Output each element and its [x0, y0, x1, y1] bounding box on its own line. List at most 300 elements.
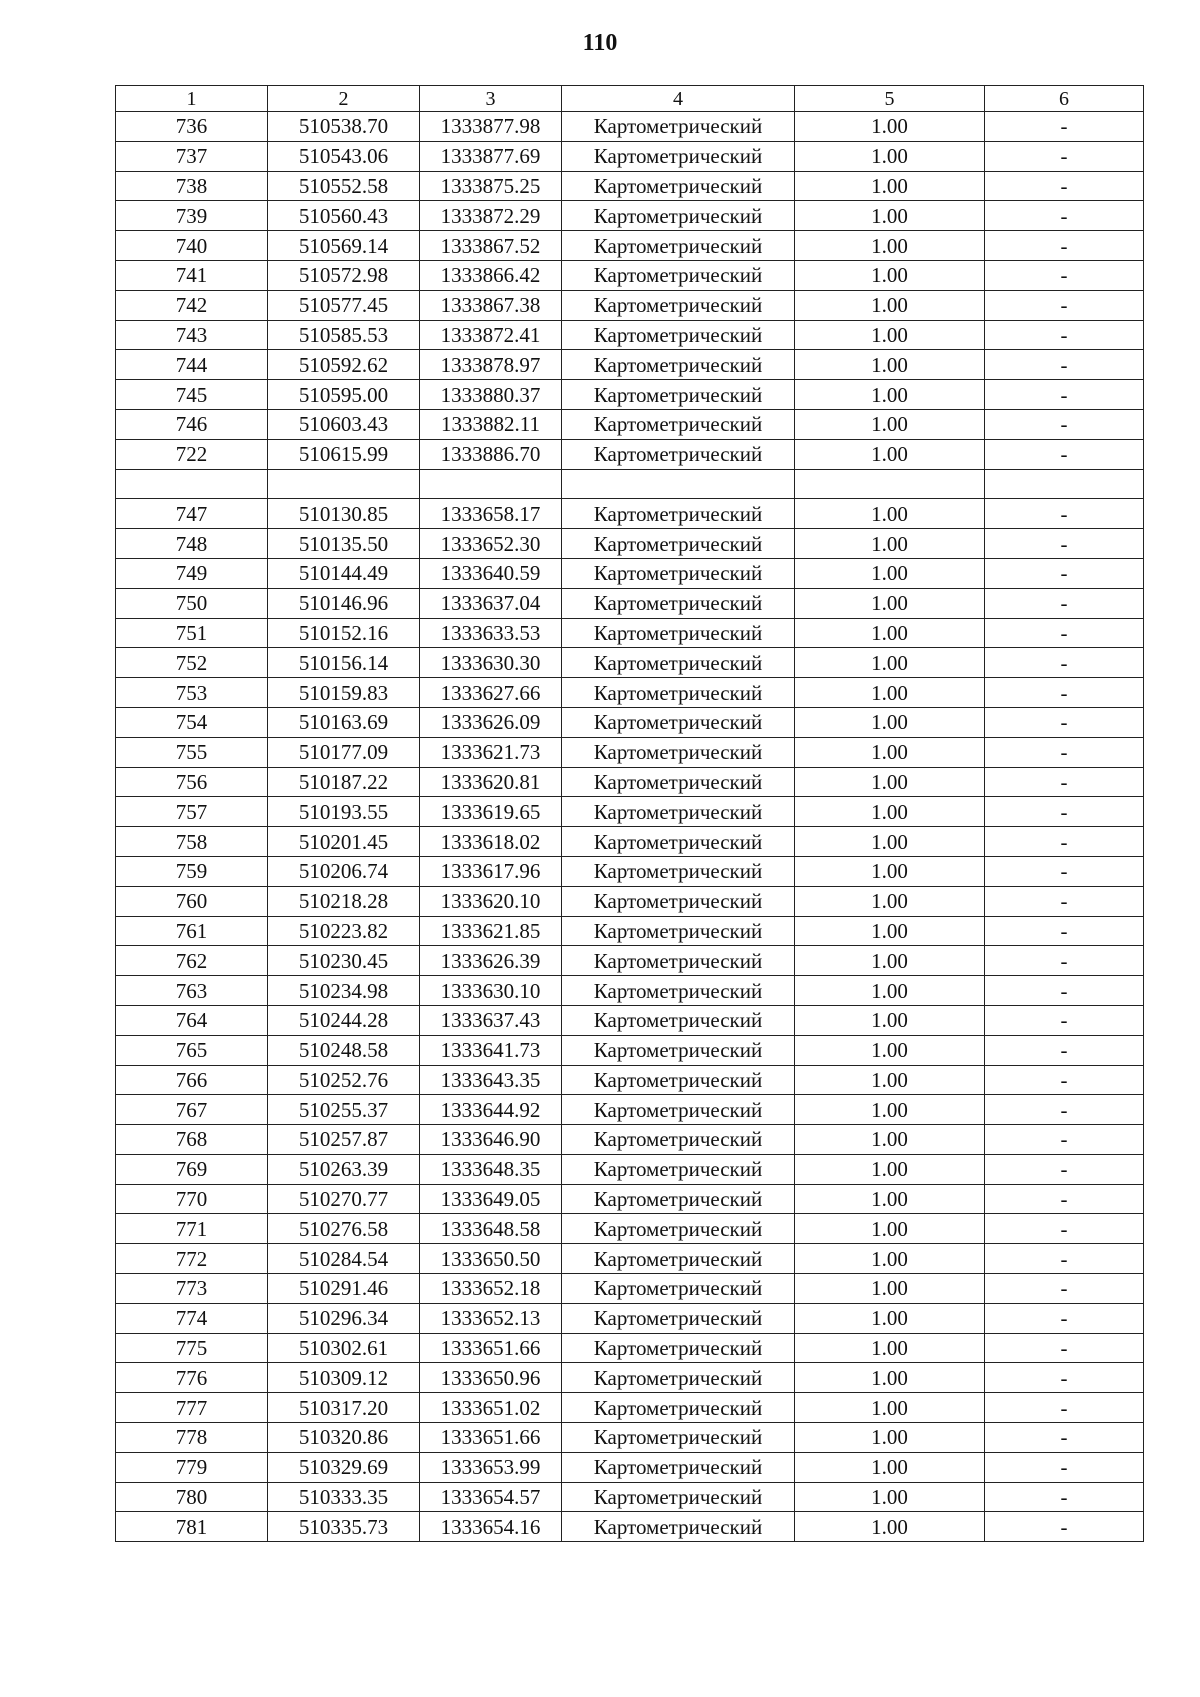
cell-accuracy: 1.00 [795, 737, 985, 767]
table-body [116, 86, 1144, 1542]
cell-y: 1333621.73 [420, 737, 562, 767]
cell-method: Картометрический [562, 1214, 795, 1244]
table-row [116, 946, 1144, 976]
cell-description: - [985, 1035, 1144, 1065]
cell-accuracy: 1.00 [795, 1274, 985, 1304]
cell-point-number: 748 [116, 529, 268, 559]
cell-point-number: 757 [116, 797, 268, 827]
cell-point-number: 754 [116, 707, 268, 737]
cell-accuracy: 1.00 [795, 767, 985, 797]
cell-x: 510309.12 [268, 1363, 420, 1393]
cell-x: 510270.77 [268, 1184, 420, 1214]
cell-y: 1333637.43 [420, 1005, 562, 1035]
column-header-point-number: 1 [116, 86, 268, 112]
cell-point-number: 736 [116, 112, 268, 142]
cell-method: Картометрический [562, 1154, 795, 1184]
cell-method: Картометрический [562, 231, 795, 261]
cell-x: 510538.70 [268, 112, 420, 142]
cell-description: - [985, 1512, 1144, 1542]
cell-x: 510201.45 [268, 827, 420, 857]
cell-x: 510130.85 [268, 499, 420, 529]
cell-x: 510320.86 [268, 1423, 420, 1453]
cell-accuracy: 1.00 [795, 1393, 985, 1423]
cell-point-number: 759 [116, 856, 268, 886]
cell-accuracy: 1.00 [795, 1452, 985, 1482]
cell-method: Картометрический [562, 797, 795, 827]
cell-description: - [985, 201, 1144, 231]
cell-point-number: 773 [116, 1274, 268, 1304]
cell-y: 1333651.66 [420, 1423, 562, 1453]
cell-point-number: 737 [116, 141, 268, 171]
table-row [116, 1214, 1144, 1244]
cell-accuracy: 1.00 [795, 439, 985, 469]
cell-x: 510218.28 [268, 886, 420, 916]
cell-point-number: 761 [116, 916, 268, 946]
cell-method: Картометрический [562, 1184, 795, 1214]
table-row [116, 618, 1144, 648]
cell-description: - [985, 797, 1144, 827]
cell-x: 510156.14 [268, 648, 420, 678]
cell-accuracy: 1.00 [795, 201, 985, 231]
cell-y: 1333620.10 [420, 886, 562, 916]
cell-method: Картометрический [562, 112, 795, 142]
cell-x: 510248.58 [268, 1035, 420, 1065]
cell-point-number: 780 [116, 1482, 268, 1512]
cell-point-number: 750 [116, 588, 268, 618]
cell-x: 510255.37 [268, 1095, 420, 1125]
cell-description: - [985, 1154, 1144, 1184]
cell-accuracy: 1.00 [795, 1184, 985, 1214]
cell-description: - [985, 588, 1144, 618]
cell-method: Картометрический [562, 1274, 795, 1304]
cell-y: 1333643.35 [420, 1065, 562, 1095]
cell-y: 1333626.39 [420, 946, 562, 976]
cell-y: 1333618.02 [420, 827, 562, 857]
cell-x: 510152.16 [268, 618, 420, 648]
cell-y: 1333646.90 [420, 1125, 562, 1155]
cell-x: 510302.61 [268, 1333, 420, 1363]
cell-y: 1333867.52 [420, 231, 562, 261]
cell-accuracy: 1.00 [795, 112, 985, 142]
cell-y: 1333648.58 [420, 1214, 562, 1244]
table-row [116, 1393, 1144, 1423]
cell-method: Картометрический [562, 409, 795, 439]
cell-x: 510569.14 [268, 231, 420, 261]
cell-point-number: 747 [116, 499, 268, 529]
cell-x: 510615.99 [268, 439, 420, 469]
cell-y: 1333650.96 [420, 1363, 562, 1393]
table-row [116, 1303, 1144, 1333]
table-row [116, 707, 1144, 737]
cell-point-number [116, 469, 268, 499]
table-row [116, 1452, 1144, 1482]
table-row [116, 112, 1144, 142]
cell-method: Картометрический [562, 916, 795, 946]
cell-x [268, 469, 420, 499]
cell-description: - [985, 529, 1144, 559]
cell-accuracy: 1.00 [795, 946, 985, 976]
cell-method: Картометрический [562, 201, 795, 231]
cell-y: 1333654.16 [420, 1512, 562, 1542]
cell-description: - [985, 350, 1144, 380]
column-header-x: 2 [268, 86, 420, 112]
cell-accuracy: 1.00 [795, 260, 985, 290]
cell-method: Картометрический [562, 707, 795, 737]
cell-point-number: 777 [116, 1393, 268, 1423]
cell-y: 1333880.37 [420, 380, 562, 410]
cell-method: Картометрический [562, 767, 795, 797]
table-row [116, 1065, 1144, 1095]
cell-point-number: 741 [116, 260, 268, 290]
cell-y: 1333626.09 [420, 707, 562, 737]
table-row [116, 201, 1144, 231]
cell-y: 1333637.04 [420, 588, 562, 618]
cell-point-number: 772 [116, 1244, 268, 1274]
cell-y [420, 469, 562, 499]
table-row [116, 350, 1144, 380]
cell-description: - [985, 1005, 1144, 1035]
cell-method: Картометрический [562, 1363, 795, 1393]
cell-method: Картометрический [562, 439, 795, 469]
cell-description: - [985, 1274, 1144, 1304]
cell-description: - [985, 1333, 1144, 1363]
cell-x: 510595.00 [268, 380, 420, 410]
cell-point-number: 744 [116, 350, 268, 380]
cell-accuracy: 1.00 [795, 1482, 985, 1512]
table-row [116, 1035, 1144, 1065]
cell-x: 510560.43 [268, 201, 420, 231]
cell-description: - [985, 409, 1144, 439]
table-row [116, 678, 1144, 708]
cell-point-number: 749 [116, 558, 268, 588]
cell-accuracy: 1.00 [795, 707, 985, 737]
cell-description: - [985, 1214, 1144, 1244]
cell-method: Картометрический [562, 1452, 795, 1482]
table-row [116, 1005, 1144, 1035]
cell-accuracy: 1.00 [795, 409, 985, 439]
cell-method: Картометрический [562, 380, 795, 410]
cell-y: 1333617.96 [420, 856, 562, 886]
cell-description: - [985, 856, 1144, 886]
cell-method: Картометрический [562, 1035, 795, 1065]
cell-accuracy [795, 469, 985, 499]
cell-accuracy: 1.00 [795, 1125, 985, 1155]
cell-y: 1333886.70 [420, 439, 562, 469]
cell-method: Картометрический [562, 529, 795, 559]
cell-accuracy: 1.00 [795, 1303, 985, 1333]
cell-method: Картометрический [562, 737, 795, 767]
cell-accuracy: 1.00 [795, 350, 985, 380]
coordinates-table [115, 85, 1144, 1542]
cell-y: 1333651.02 [420, 1393, 562, 1423]
cell-method: Картометрический [562, 886, 795, 916]
table-row [116, 260, 1144, 290]
cell-accuracy: 1.00 [795, 1363, 985, 1393]
table-row [116, 1184, 1144, 1214]
cell-accuracy: 1.00 [795, 529, 985, 559]
cell-method: Картометрический [562, 171, 795, 201]
cell-x: 510291.46 [268, 1274, 420, 1304]
cell-method: Картометрический [562, 946, 795, 976]
cell-point-number: 742 [116, 290, 268, 320]
cell-description: - [985, 916, 1144, 946]
cell-x: 510317.20 [268, 1393, 420, 1423]
cell-accuracy: 1.00 [795, 678, 985, 708]
cell-method: Картометрический [562, 648, 795, 678]
cell-x: 510585.53 [268, 320, 420, 350]
cell-accuracy: 1.00 [795, 1005, 985, 1035]
cell-method: Картометрический [562, 1303, 795, 1333]
cell-x: 510187.22 [268, 767, 420, 797]
cell-x: 510257.87 [268, 1125, 420, 1155]
cell-point-number: 764 [116, 1005, 268, 1035]
cell-description: - [985, 707, 1144, 737]
cell-description: - [985, 1423, 1144, 1453]
table-row [116, 141, 1144, 171]
cell-method: Картометрический [562, 350, 795, 380]
cell-point-number: 760 [116, 886, 268, 916]
cell-y: 1333620.81 [420, 767, 562, 797]
cell-y: 1333630.10 [420, 976, 562, 1006]
cell-point-number: 722 [116, 439, 268, 469]
cell-x: 510144.49 [268, 558, 420, 588]
table-row [116, 737, 1144, 767]
cell-y: 1333627.66 [420, 678, 562, 708]
cell-accuracy: 1.00 [795, 558, 985, 588]
table-row [116, 1125, 1144, 1155]
cell-method: Картометрический [562, 141, 795, 171]
cell-description: - [985, 499, 1144, 529]
cell-y: 1333651.66 [420, 1333, 562, 1363]
header-row [116, 86, 1144, 112]
cell-y: 1333641.73 [420, 1035, 562, 1065]
table-row [116, 1423, 1144, 1453]
cell-point-number: 771 [116, 1214, 268, 1244]
cell-method: Картометрический [562, 320, 795, 350]
cell-accuracy: 1.00 [795, 380, 985, 410]
cell-x: 510263.39 [268, 1154, 420, 1184]
cell-method: Картометрический [562, 976, 795, 1006]
table-row [116, 439, 1144, 469]
cell-method: Картометрический [562, 856, 795, 886]
cell-x: 510296.34 [268, 1303, 420, 1333]
cell-description: - [985, 1244, 1144, 1274]
cell-method: Картометрический [562, 1065, 795, 1095]
cell-accuracy: 1.00 [795, 1512, 985, 1542]
cell-description: - [985, 171, 1144, 201]
cell-point-number: 738 [116, 171, 268, 201]
table-row [116, 1512, 1144, 1542]
cell-point-number: 767 [116, 1095, 268, 1125]
cell-point-number: 765 [116, 1035, 268, 1065]
cell-accuracy: 1.00 [795, 648, 985, 678]
cell-method: Картометрический [562, 1393, 795, 1423]
table-row [116, 1244, 1144, 1274]
table-row [116, 469, 1144, 499]
cell-y: 1333875.25 [420, 171, 562, 201]
cell-accuracy: 1.00 [795, 588, 985, 618]
cell-accuracy: 1.00 [795, 141, 985, 171]
cell-point-number: 743 [116, 320, 268, 350]
cell-method: Картометрический [562, 588, 795, 618]
cell-point-number: 755 [116, 737, 268, 767]
cell-x: 510335.73 [268, 1512, 420, 1542]
cell-accuracy: 1.00 [795, 171, 985, 201]
cell-point-number: 769 [116, 1154, 268, 1184]
cell-description: - [985, 320, 1144, 350]
cell-x: 510284.54 [268, 1244, 420, 1274]
table-row [116, 588, 1144, 618]
cell-y: 1333621.85 [420, 916, 562, 946]
cell-point-number: 781 [116, 1512, 268, 1542]
cell-method [562, 469, 795, 499]
cell-method: Картометрический [562, 260, 795, 290]
cell-x: 510543.06 [268, 141, 420, 171]
cell-accuracy: 1.00 [795, 1065, 985, 1095]
cell-y: 1333877.69 [420, 141, 562, 171]
cell-x: 510276.58 [268, 1214, 420, 1244]
cell-description: - [985, 1452, 1144, 1482]
cell-x: 510159.83 [268, 678, 420, 708]
cell-description: - [985, 827, 1144, 857]
cell-point-number: 775 [116, 1333, 268, 1363]
cell-accuracy: 1.00 [795, 1333, 985, 1363]
cell-y: 1333633.53 [420, 618, 562, 648]
cell-x: 510244.28 [268, 1005, 420, 1035]
cell-accuracy: 1.00 [795, 1244, 985, 1274]
column-header-method: 4 [562, 86, 795, 112]
cell-y: 1333650.50 [420, 1244, 562, 1274]
table-row [116, 1274, 1144, 1304]
cell-y: 1333619.65 [420, 797, 562, 827]
cell-description: - [985, 558, 1144, 588]
cell-description: - [985, 737, 1144, 767]
cell-x: 510592.62 [268, 350, 420, 380]
cell-point-number: 746 [116, 409, 268, 439]
cell-y: 1333872.29 [420, 201, 562, 231]
cell-accuracy: 1.00 [795, 231, 985, 261]
cell-accuracy: 1.00 [795, 320, 985, 350]
cell-method: Картометрический [562, 290, 795, 320]
table-row [116, 171, 1144, 201]
cell-y: 1333867.38 [420, 290, 562, 320]
cell-point-number: 762 [116, 946, 268, 976]
cell-method: Картометрический [562, 1482, 795, 1512]
cell-y: 1333648.35 [420, 1154, 562, 1184]
cell-description: - [985, 1363, 1144, 1393]
cell-method: Картометрический [562, 558, 795, 588]
cell-method: Картометрический [562, 1512, 795, 1542]
cell-point-number: 758 [116, 827, 268, 857]
cell-y: 1333654.57 [420, 1482, 562, 1512]
cell-accuracy: 1.00 [795, 1154, 985, 1184]
table-row [116, 648, 1144, 678]
cell-method: Картометрический [562, 1423, 795, 1453]
table-row [116, 797, 1144, 827]
cell-description: - [985, 1482, 1144, 1512]
cell-y: 1333630.30 [420, 648, 562, 678]
cell-x: 510572.98 [268, 260, 420, 290]
cell-x: 510230.45 [268, 946, 420, 976]
table-row [116, 380, 1144, 410]
cell-accuracy: 1.00 [795, 618, 985, 648]
cell-point-number: 739 [116, 201, 268, 231]
table-row [116, 856, 1144, 886]
cell-point-number: 778 [116, 1423, 268, 1453]
cell-description: - [985, 618, 1144, 648]
cell-method: Картометрический [562, 1244, 795, 1274]
cell-description: - [985, 648, 1144, 678]
cell-method: Картометрический [562, 1125, 795, 1155]
table-row [116, 558, 1144, 588]
cell-accuracy: 1.00 [795, 856, 985, 886]
cell-point-number: 779 [116, 1452, 268, 1482]
cell-x: 510552.58 [268, 171, 420, 201]
column-header-y: 3 [420, 86, 562, 112]
cell-description: - [985, 1125, 1144, 1155]
cell-accuracy: 1.00 [795, 499, 985, 529]
cell-y: 1333872.41 [420, 320, 562, 350]
cell-description: - [985, 260, 1144, 290]
cell-point-number: 745 [116, 380, 268, 410]
column-header-description: 6 [985, 86, 1144, 112]
cell-accuracy: 1.00 [795, 1095, 985, 1125]
cell-description: - [985, 1393, 1144, 1423]
table-row [116, 916, 1144, 946]
cell-point-number: 740 [116, 231, 268, 261]
cell-description: - [985, 976, 1144, 1006]
cell-y: 1333658.17 [420, 499, 562, 529]
cell-point-number: 763 [116, 976, 268, 1006]
cell-description: - [985, 141, 1144, 171]
column-header-accuracy: 5 [795, 86, 985, 112]
table-row [116, 409, 1144, 439]
cell-accuracy: 1.00 [795, 827, 985, 857]
cell-x: 510603.43 [268, 409, 420, 439]
cell-accuracy: 1.00 [795, 1035, 985, 1065]
cell-description: - [985, 767, 1144, 797]
cell-accuracy: 1.00 [795, 916, 985, 946]
cell-point-number: 776 [116, 1363, 268, 1393]
cell-method: Картометрический [562, 618, 795, 648]
cell-x: 510206.74 [268, 856, 420, 886]
table-row [116, 499, 1144, 529]
cell-accuracy: 1.00 [795, 976, 985, 1006]
cell-x: 510333.35 [268, 1482, 420, 1512]
cell-x: 510193.55 [268, 797, 420, 827]
cell-x: 510252.76 [268, 1065, 420, 1095]
cell-point-number: 766 [116, 1065, 268, 1095]
cell-point-number: 774 [116, 1303, 268, 1333]
cell-method: Картометрический [562, 827, 795, 857]
table-row [116, 1482, 1144, 1512]
cell-y: 1333652.30 [420, 529, 562, 559]
cell-x: 510577.45 [268, 290, 420, 320]
cell-point-number: 753 [116, 678, 268, 708]
table-row [116, 827, 1144, 857]
cell-y: 1333644.92 [420, 1095, 562, 1125]
cell-description: - [985, 231, 1144, 261]
cell-y: 1333652.13 [420, 1303, 562, 1333]
cell-y: 1333649.05 [420, 1184, 562, 1214]
cell-accuracy: 1.00 [795, 1214, 985, 1244]
cell-point-number: 751 [116, 618, 268, 648]
cell-x: 510329.69 [268, 1452, 420, 1482]
cell-accuracy: 1.00 [795, 290, 985, 320]
table-row [116, 1154, 1144, 1184]
cell-y: 1333866.42 [420, 260, 562, 290]
cell-description: - [985, 439, 1144, 469]
